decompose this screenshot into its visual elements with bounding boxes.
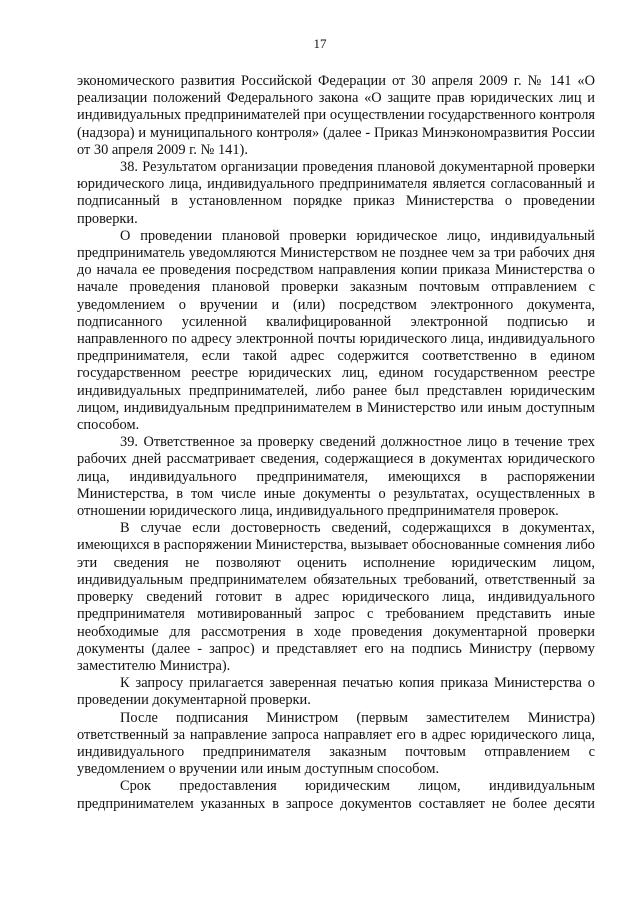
paragraph-item-38: 38. Результатом организации проведения плановой документарной проверки юридического лица, индивидуального предпринимателя является согласованный и подписанный в установленном порядке приказ Министерства о проведении проверки. bbox=[77, 159, 595, 227]
paragraph-notification: О проведении плановой проверки юридическое лицо, индивидуальный предприниматель уведомляются Министерством не позднее чем за три рабочих дня до начала ее проведения посредством направления копии приказа Министерства о начале проведения плановой проверки заказным почтовым отправлением с уведомлением о вручении и (или) посредством электронного документа, подписанного усиленной квалифицированной электронной подписью и направленного по адресу электронной почты юридического лица, индивидуального предпринимателя, если такой адрес содержится соответственно в едином государственном реестре юридических лиц, едином государственном реестре индивидуальных предпринимателей, либо ранее был представлен юридическим лицом, индивидуальным предпринимателем в Министерство или иным доступным способом. bbox=[77, 227, 595, 434]
document-body bbox=[77, 73, 595, 813]
paragraph-item-39: 39. Ответственное за проверку сведений должностное лицо в течение трех рабочих дней рассматривает сведения, содержащиеся в документах юридического лица, индивидуального предпринимателя, имеющихся в распоряжении Министерства, в том числе иные документы о результатах, осуществленных в отношении юридического лица, индивидуального предпринимателя проверок. bbox=[77, 434, 595, 520]
paragraph-continuation: экономического развития Российской Федерации от 30 апреля 2009 г. № 141 «О реализации положений Федерального закона «О защите прав юридических лиц и индивидуальных предпринимателей при осуществлении государственного контроля (надзора) и муниципального контроля» (далее - Приказ Минэкономразвития России от 30 апреля 2009 г. № 141). bbox=[77, 73, 595, 158]
paragraph-deadline: Срок предоставления юридическим лицом, индивидуальным предпринимателем указанных в запросе документов составляет не более десяти bbox=[77, 778, 595, 812]
paragraph-doubt-case: В случае если достоверность сведений, содержащихся в документах, имеющихся в распоряжении Министерства, вызывает обоснованные сомнения либо эти сведения не позволяют оценить исполнение юридическим лицом, индивидуальным предпринимателем обязательных требований, ответственный за проверку сведений готовит в адрес юридического лица, индивидуального предпринимателя мотивированный запрос с требованием представить иные необходимые для рассмотрения в ходе проведения документарной проверки документы (далее - запрос) и представляет его на подпись Министру (первому заместителю Министра). bbox=[77, 520, 595, 674]
paragraph-after-signing: После подписания Министром (первым заместителем Министра) ответственный за направление запроса направляет его в адрес юридического лица, индивидуального предпринимателя заказным почтовым отправлением с уведомлением о вручении или иным доступным способом. bbox=[77, 709, 595, 778]
page-number: 17 bbox=[313, 36, 327, 51]
paragraph-request-attachment: К запросу прилагается заверенная печатью копия приказа Министерства о проведении документарной проверки. bbox=[77, 675, 595, 709]
